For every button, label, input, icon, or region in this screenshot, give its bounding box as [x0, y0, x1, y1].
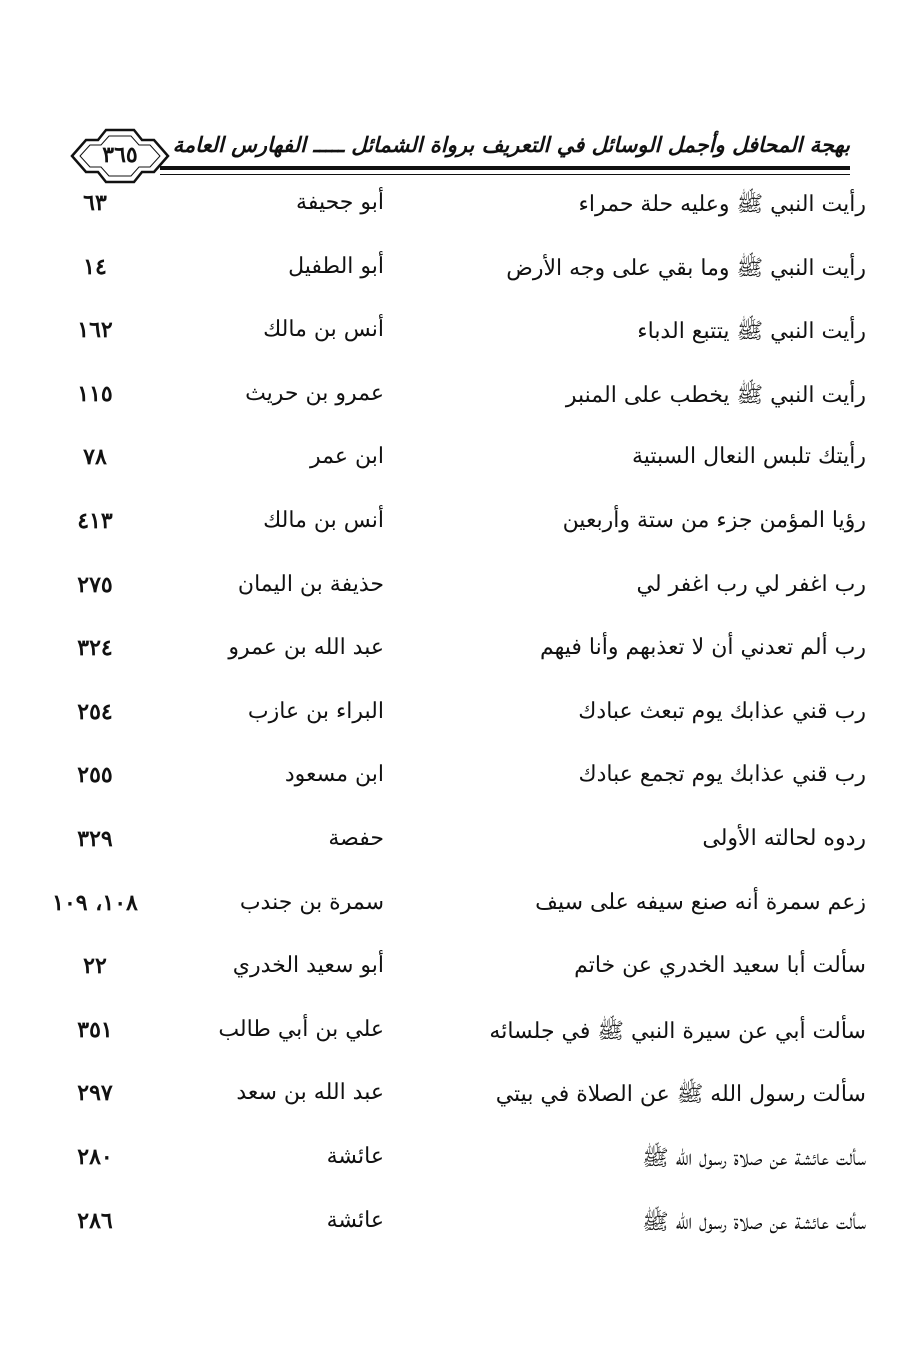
narrator-name: ابن مسعود — [284, 762, 384, 788]
page-reference: ٣٥١ — [77, 1016, 113, 1043]
page-reference: ٣٢٩ — [77, 825, 113, 852]
list-item — [0, 1132, 904, 1196]
hadith-text: سألت أبي عن سيرة النبي ﷺ في جلسائه — [489, 1018, 866, 1044]
list-item — [0, 305, 904, 369]
page-number-badge — [68, 126, 172, 186]
list-item — [0, 941, 904, 1005]
narrator-name: أبو سعيد الخدري — [232, 953, 384, 979]
page-reference: ١٦٢ — [77, 317, 113, 344]
hadith-text: رب ألم تعدني أن لا تعذبهم وأنا فيهم — [540, 635, 866, 661]
list-item — [0, 750, 904, 814]
narrator-name: سمرة بن جندب — [239, 889, 384, 915]
list-item — [0, 560, 904, 624]
page-reference: ١١٥ — [77, 380, 113, 407]
page-reference: ٢٩٧ — [77, 1080, 113, 1107]
page-reference: ٦٣ — [83, 190, 107, 216]
narrator-name: البراء بن عازب — [247, 698, 384, 724]
list-item — [0, 1196, 904, 1260]
header-rule-thick — [160, 166, 850, 170]
page-reference: ٢٨٦ — [77, 1207, 113, 1234]
page-reference: ٢٧٥ — [77, 571, 113, 598]
list-item — [0, 623, 904, 687]
hadith-text: سألت أبا سعيد الخدري عن خاتم — [574, 953, 866, 979]
page-number: ٣٦٥ — [102, 142, 138, 168]
list-item — [0, 1068, 904, 1132]
page-reference: ٧٨ — [83, 444, 107, 471]
narrator-name: أبو الطفيل — [288, 253, 384, 279]
hadith-text: رأيت النبي ﷺ يتتبع الدباء — [637, 319, 866, 345]
hadith-text: زعم سمرة أنه صنع سيفه على سيف — [535, 889, 866, 915]
hadith-text: رأيت النبي ﷺ يخطب على المنبر — [565, 382, 866, 408]
list-item — [0, 242, 904, 306]
page-reference: ٢٢ — [83, 953, 107, 980]
list-item — [0, 878, 904, 942]
narrator-name: عبد الله بن عمرو — [228, 635, 384, 661]
narrator-name: علي بن أبي طالب — [218, 1016, 384, 1042]
list-item — [0, 814, 904, 878]
hadith-text: رب قني عذابك يوم تبعث عبادك — [578, 698, 866, 724]
list-item — [0, 496, 904, 560]
page-reference: ٣٢٤ — [77, 635, 113, 662]
narrator-name: ابن عمر — [310, 444, 384, 470]
header-rule-thin — [160, 174, 850, 175]
narrator-name: عائشة — [326, 1143, 384, 1169]
hadith-text: رب قني عذابك يوم تجمع عبادك — [578, 762, 866, 788]
hadith-text: رأيتك تلبس النعال السبتية — [631, 444, 866, 470]
hadith-text: رؤيا المؤمن جزء من ستة وأربعين — [562, 507, 866, 533]
narrator-name: عمرو بن حريث — [245, 380, 384, 406]
page-reference: ٢٥٥ — [77, 762, 113, 789]
narrator-name: حفصة — [328, 825, 384, 851]
narrator-name: عائشة — [326, 1207, 384, 1233]
running-title: بهجة المحافل وأجمل الوسائل في التعريف برواة الشمائل ـــــ الفهارس العامة — [172, 132, 850, 157]
narrator-name: حذيفة بن اليمان — [237, 571, 384, 597]
hadith-text: رأيت النبي ﷺ وعليه حلة حمراء — [578, 192, 866, 217]
list-item — [0, 432, 904, 496]
list-item — [0, 1005, 904, 1069]
page-reference: ٢٥٤ — [77, 698, 113, 725]
narrator-name: عبد الله بن سعد — [236, 1080, 384, 1106]
page-reference: ٢٨٠ — [77, 1143, 113, 1170]
list-item — [0, 687, 904, 751]
hadith-text: سألت عائشة عن صلاة رسول الله ﷺ — [642, 1209, 866, 1235]
index-list — [0, 178, 904, 1259]
narrator-name: أنس بن مالك — [263, 317, 384, 343]
narrator-name: أبو جحيفة — [296, 190, 384, 215]
hadith-text: سألت رسول الله ﷺ عن الصلاة في بيتي — [495, 1082, 866, 1108]
hadith-text: سألت عائشة عن صلاة رسول الله ﷺ — [642, 1145, 866, 1171]
hadith-text: رب اغفر لي رب اغفر لي — [636, 571, 866, 597]
hadith-text: ردوه لحالته الأولى — [702, 825, 866, 851]
page-reference: ١٠٨، ١٠٩ — [52, 889, 138, 916]
narrator-name: أنس بن مالك — [263, 507, 384, 533]
list-item — [0, 369, 904, 433]
page-reference: ١٤ — [83, 253, 107, 280]
page-reference: ٤١٣ — [77, 507, 113, 534]
hadith-text: رأيت النبي ﷺ وما بقي على وجه الأرض — [506, 255, 866, 281]
list-item — [0, 178, 904, 242]
